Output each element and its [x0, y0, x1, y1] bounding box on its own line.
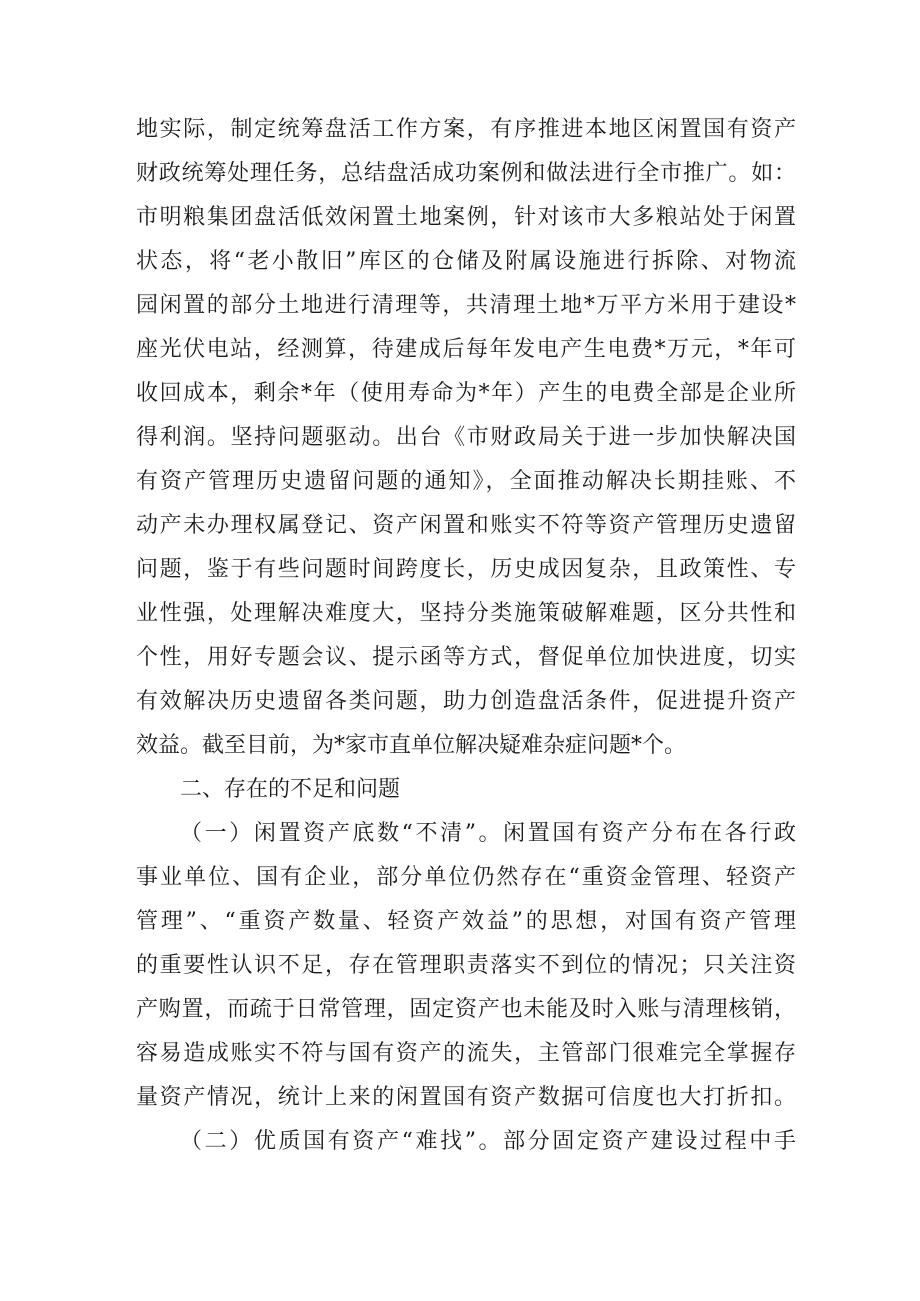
text-line: 容易造成账实不符与国有资产的流失，主管部门很难完全掌握存 [136, 1041, 796, 1066]
text-line: 座光伏电站，经测算，待建成后每年发电产生电费*万元，*年可 [136, 337, 796, 362]
text-line: 状态，将“老小散旧”库区的仓储及附属设施进行拆除、对物流 [136, 249, 796, 274]
text-line: 业性强，处理解决难度大，坚持分类施策破解难题，区分共性和 [136, 601, 796, 626]
text-line: 管理”、“重资产数量、轻资产效益”的思想，对国有资产管理 [136, 909, 796, 934]
section-heading: 二、存在的不足和问题 [180, 777, 401, 802]
text-line: 收回成本，剩余*年（使用寿命为*年）产生的电费全部是企业所 [136, 381, 796, 406]
text-line: 的重要性认识不足，存在管理职责落实不到位的情况；只关注资 [136, 953, 796, 978]
text-line: 园闲置的部分土地进行清理等，共清理土地*万平方米用于建设* [136, 293, 796, 318]
subsection-heading-line: （一）闲置资产底数“不清”。闲置国有资产分布在各行政 [180, 821, 796, 846]
text-line: 财政统筹处理任务，总结盘活成功案例和做法进行全市推广。如： [136, 161, 796, 186]
text-line: 产购置，而疏于日常管理，固定资产也未能及时入账与清理核销， [136, 997, 796, 1022]
text-line: 有资产管理历史遗留问题的通知》，全面推动解决长期挂账、不 [136, 469, 796, 494]
text-line: 事业单位、国有企业，部分单位仍然存在“重资金管理、轻资产 [136, 865, 796, 890]
text-line: 市明粮集团盘活低效闲置土地案例，针对该市大多粮站处于闲置 [136, 205, 796, 230]
text-line: 量资产情况，统计上来的闲置国有资产数据可信度也大打折扣。 [136, 1085, 796, 1110]
text-line: 地实际，制定统筹盘活工作方案，有序推进本地区闲置国有资产 [136, 117, 796, 142]
text-line: 有效解决历史遗留各类问题，助力创造盘活条件，促进提升资产 [136, 689, 796, 714]
text-line: 个性，用好专题会议、提示函等方式，督促单位加快进度，切实 [136, 645, 796, 670]
subsection-heading-line: （二）优质国有资产“难找”。部分固定资产建设过程中手 [180, 1129, 796, 1154]
text-line: 得利润。坚持问题驱动。出台《市财政局关于进一步加快解决国 [136, 425, 796, 450]
text-line: 动产未办理权属登记、资产闲置和账实不符等资产管理历史遗留 [136, 513, 796, 538]
text-line: 效益。截至目前，为*家市直单位解决疑难杂症问题*个。 [136, 733, 687, 758]
text-line: 问题，鉴于有些问题时间跨度长，历史成因复杂，且政策性、专 [136, 557, 796, 582]
